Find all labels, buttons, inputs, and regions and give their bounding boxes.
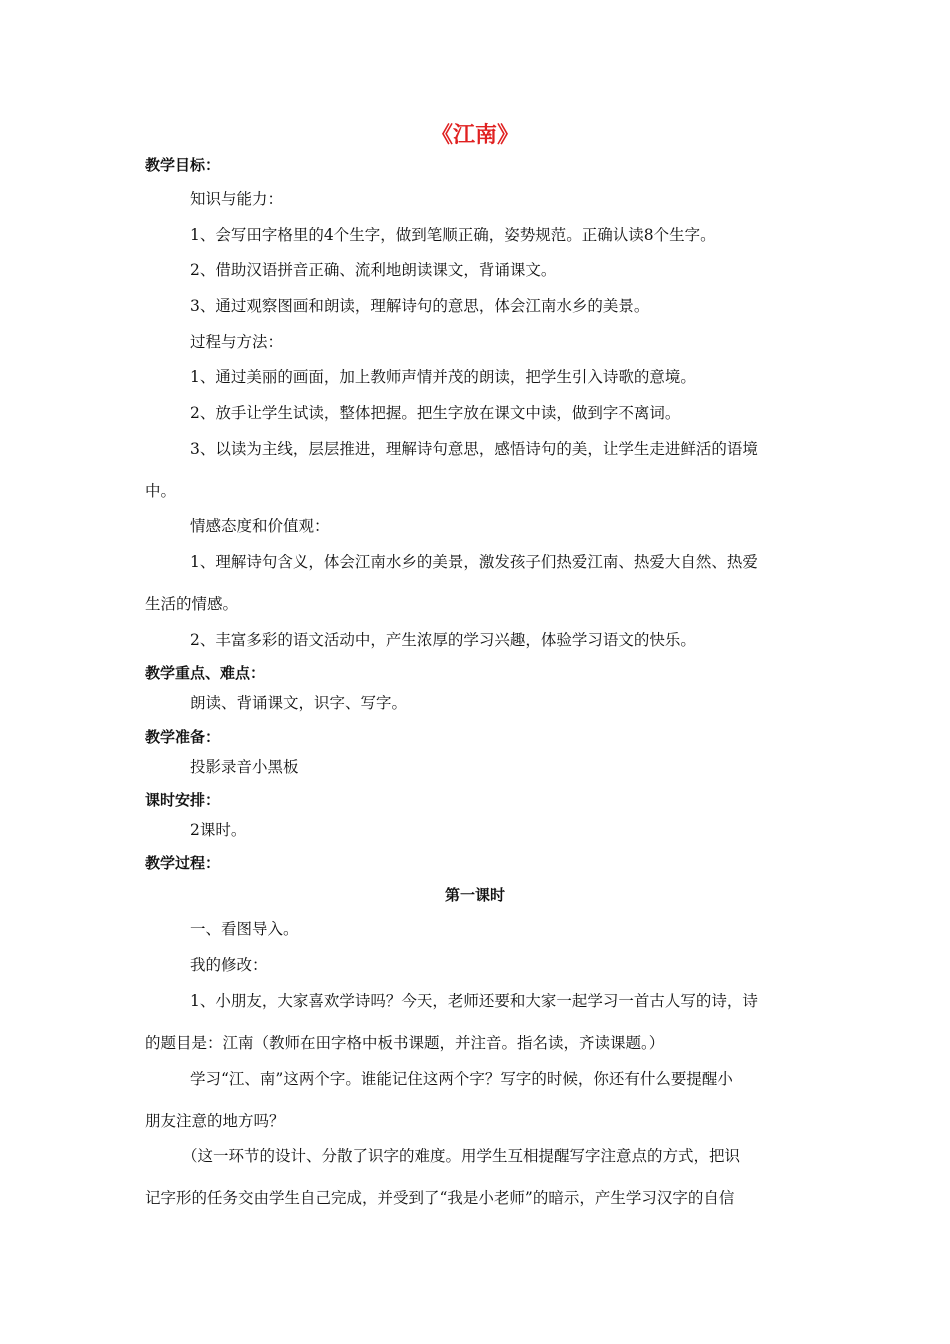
lesson-one-heading: 第一课时	[444, 886, 505, 904]
schedule-heading: 课时安排：	[145, 791, 221, 809]
preparation-heading: 教学准备：	[145, 728, 221, 746]
emotion-item-continued: 生活的情感。	[145, 595, 239, 613]
paragraph-line: 的题目是：江南（教师在田字格中板书课题，并注音。指名读，齐读课题。）	[145, 1034, 665, 1052]
emotion-item: 1、理解诗句含义，体会江南水乡的美景，激发孩子们热爱江南、热爱大自然、热爱	[190, 553, 758, 571]
paragraph-line: 记字形的任务交由学生自己完成，并受到了“我是小老师”的暗示，产生学习汉字的自信	[145, 1189, 735, 1207]
step-one: 一、看图导入。	[190, 920, 299, 938]
emotion-item: 2、丰富多彩的语文活动中，产生浓厚的学习兴趣，体验学习语文的快乐。	[190, 631, 696, 649]
my-revision-label: 我的修改：	[190, 956, 268, 974]
process-item-continued: 中。	[145, 482, 177, 500]
knowledge-item: 3、通过观察图画和朗读，理解诗句的意思，体会江南水乡的美景。	[190, 297, 650, 315]
process-item: 2、放手让学生试读，整体把握。把生字放在课文中读，做到字不离词。	[190, 404, 681, 422]
procedure-heading: 教学过程：	[145, 854, 221, 872]
emotion-heading: 情感态度和价值观：	[190, 517, 330, 535]
key-points-heading: 教学重点、难点：	[145, 664, 266, 682]
knowledge-item: 2、借助汉语拼音正确、流利地朗读课文，背诵课文。	[190, 261, 557, 279]
goals-heading: 教学目标：	[145, 156, 221, 174]
paragraph-line: 1、小朋友，大家喜欢学诗吗？今天，老师还要和大家一起学习一首古人写的诗，诗	[190, 992, 758, 1010]
process-item: 1、通过美丽的画面，加上教师声情并茂的朗读，把学生引入诗歌的意境。	[190, 368, 696, 386]
paragraph-line: 学习“江、南”这两个字。谁能记住这两个字？写字的时候，你还有什么要提醒小	[190, 1070, 733, 1088]
schedule-text: 2课时。	[190, 821, 247, 839]
knowledge-heading: 知识与能力：	[190, 190, 284, 208]
document-title: 《江南》	[430, 122, 519, 148]
process-item: 3、以读为主线，层层推进，理解诗句意思，感悟诗句的美，让学生走进鲜活的语境	[190, 440, 758, 458]
knowledge-item: 1、会写田字格里的4个生字，做到笔顺正确，姿势规范。正确认读8个生字。	[190, 226, 716, 244]
paragraph-line: 朋友注意的地方吗？	[145, 1112, 285, 1130]
process-heading: 过程与方法：	[190, 333, 284, 351]
paragraph-line: （这一环节的设计、分散了识字的难度。用学生互相提醒写字注意点的方式，把识	[182, 1147, 741, 1165]
key-points-text: 朗读、背诵课文，识字、写字。	[190, 694, 408, 712]
preparation-text: 投影录音小黑板	[190, 758, 299, 776]
